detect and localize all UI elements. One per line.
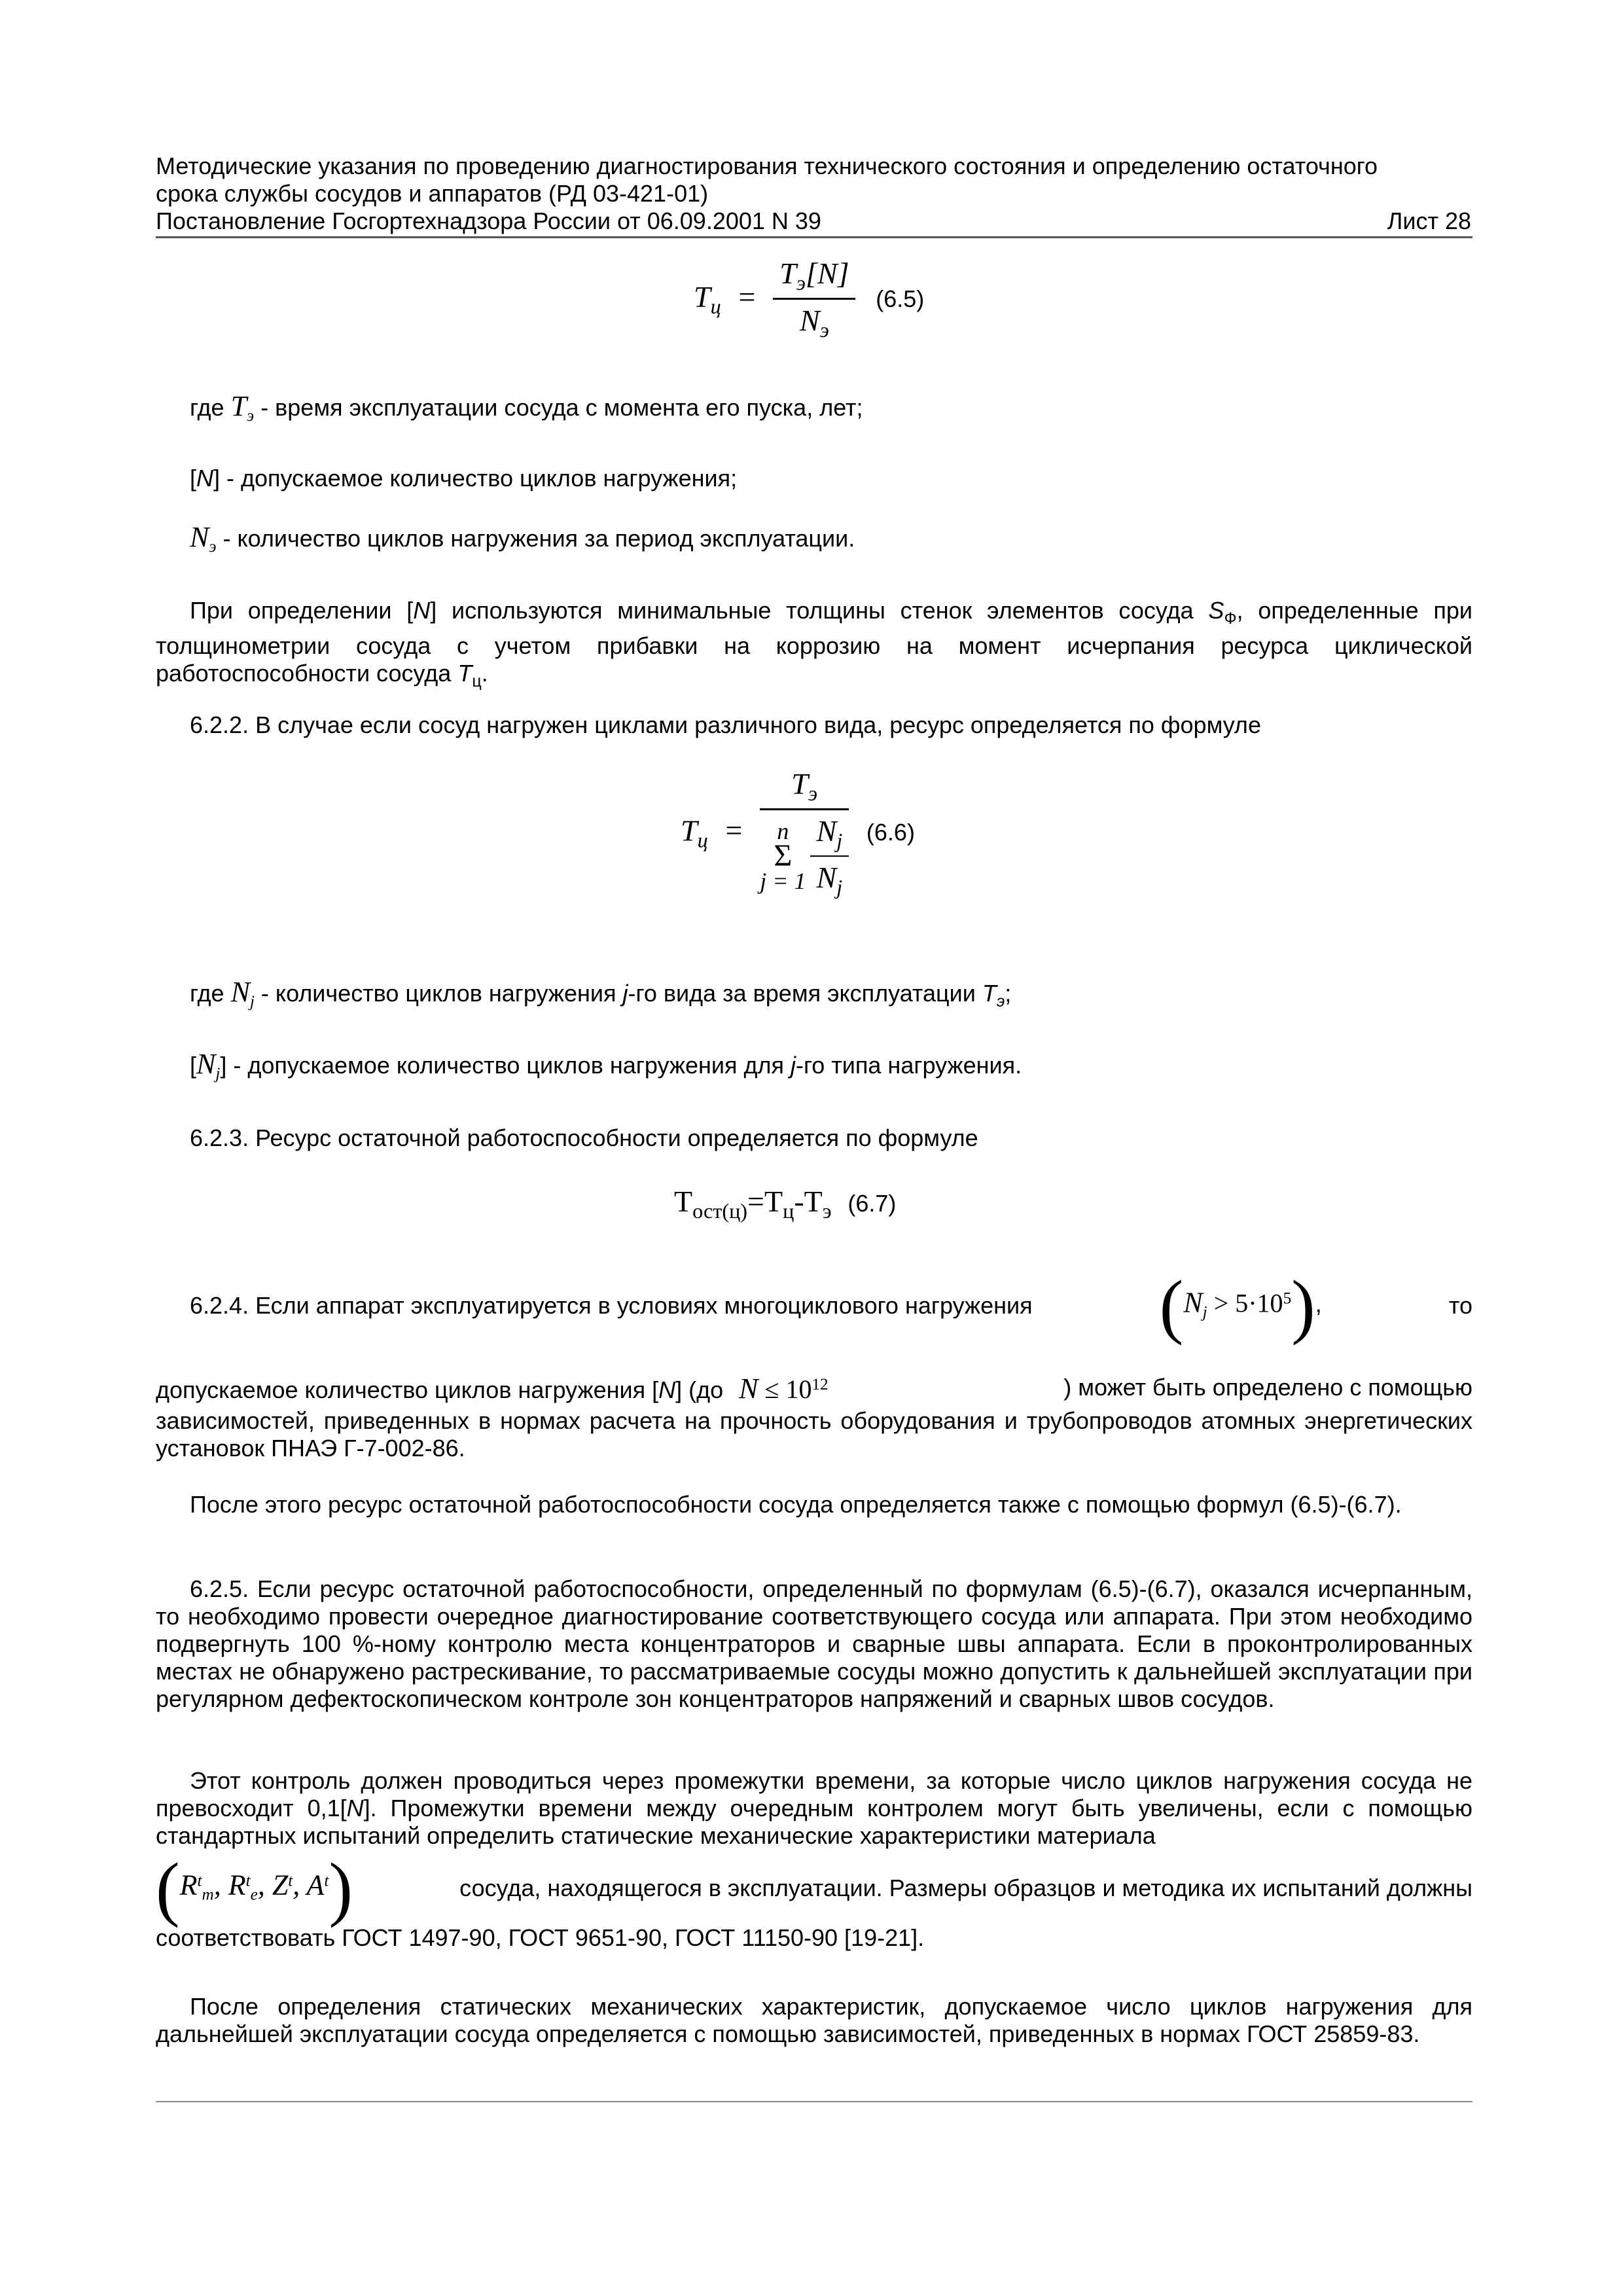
formula-6-7: $T_{ост(ц)}=T_ц-T_э$ (6.7) bbox=[674, 1185, 897, 1223]
paragraph-last: После определения статических механических характеристик, допускаемое число циклов нагружения для дальнейшей эксплуатации сосуда определяется с помощью зависимостей, приведенных в нормах ГОСТ 25859-83. bbox=[156, 1993, 1472, 2047]
definition-n-allowed: [N] - допускаемое количество циклов нагружения; bbox=[190, 465, 738, 492]
header-title-line1: Методические указания по проведению диагностирования технического состояния и определению остаточного bbox=[156, 152, 1378, 179]
formula-6-6: $T_ц$ = $T_э$ n Σ j = 1 $\frac{N_j}{N_j}$ (6.6) bbox=[681, 767, 915, 899]
definition-ne: $N_э$ - количество циклов нагружения за период эксплуатации. bbox=[190, 521, 855, 556]
paragraph-control-line4: ($R^t_m$, $R^t_e$, $Z^t$, $A^t$) сосуда, находящегося в эксплуатации. Размеры образцов и методика их испытаний должны bbox=[156, 1848, 1472, 1928]
paragraph-6-2-4-line3: зависимостей, приведенных в нормах расчета на прочность оборудования и трубопроводов атомных энергетических установок ПНАЭ Г-7-002-86. bbox=[156, 1407, 1472, 1462]
paragraph-6-2-5: 6.2.5. Если ресурс остаточной работоспособности, определенный по формулам (6.5)-(6.7), оказался исчерпанным, то необходимо провести очередное диагностирование соответствующего сосуда или аппарата. При этом необходимо подвергнуть 100 %-ному контролю места концентраторов и сварные швы аппарата. Если в проконтролированных местах не обнаружено растрескивание, то рассматриваемые сосуды можно допустить к дальнейшей эксплуатации при регулярном дефектоскопическом контроле зон концентраторов напряжений и сварных швов сосудов. bbox=[156, 1575, 1472, 1712]
equation-number-6-6: (6.6) bbox=[866, 819, 915, 846]
formula-material-properties: ($R^t_m$, $R^t_e$, $Z^t$, $A^t$) bbox=[156, 1848, 353, 1928]
header-divider bbox=[156, 236, 1472, 238]
equation-number-6-5: (6.5) bbox=[876, 285, 925, 312]
header-title-line2: срока службы сосудов и аппаратов (РД 03-421-01) bbox=[156, 180, 709, 207]
paragraph-min-thickness: При определении [N] используются минимальные толщины стенок элементов сосуда $S_Ф$, определенные при толщинометрии сосуда с учетом прибавки на коррозию на момент исчерпания ресурса циклической работоспособности сосуда $T_ц$. bbox=[156, 597, 1472, 691]
document-header bbox=[156, 152, 1471, 235]
header-decree: Постановление Госгортехнадзора России от 06.09.2001 N 39 bbox=[156, 207, 821, 234]
paragraph-6-2-3: 6.2.3. Ресурс остаточной работоспособности определяется по формуле bbox=[190, 1124, 978, 1151]
paragraph-after-6-2-4: После этого ресурс остаточной работоспособности сосуда определяется также с помощью формул (6.5)-(6.7). bbox=[190, 1491, 1402, 1518]
formula-6-5: $T_ц$ = $\frac{T_э[N]}{N_э}$ (6.5) bbox=[694, 257, 925, 342]
paragraph-control-line5: соответствовать ГОСТ 1497-90, ГОСТ 9651-90, ГОСТ 11150-90 [19-21]. bbox=[156, 1924, 925, 1951]
paragraph-6-2-4-line2: допускаемое количество циклов нагружения [N] (до $N \le 10^{12}$ ) может быть определено с помощью bbox=[156, 1372, 1472, 1405]
equation-number-6-7: (6.7) bbox=[847, 1190, 897, 1217]
paragraph-6-2-2: 6.2.2. В случае если сосуд нагружен циклами различного вида, ресурс определяется по формуле bbox=[190, 711, 1261, 738]
header-sheet-number: Лист 28 bbox=[1387, 207, 1471, 234]
definition-te: где $T_э$ - время эксплуатации сосуда с момента его пуска, лет; bbox=[190, 390, 863, 425]
definition-nj: где $N_j$ - количество циклов нагружения j-го вида за время эксплуатации $T_э$; bbox=[190, 976, 1012, 1011]
formula-multicycle-condition: $(N_j > 5\cdot 10^5)$, bbox=[1159, 1266, 1322, 1346]
paragraph-6-2-4-line1: 6.2.4. Если аппарат эксплуатируется в условиях многоциклового нагружения $(N_j > 5\cdot 10^5)$, то bbox=[190, 1266, 1472, 1346]
definition-nj-allowed: $[N_j]$ - допускаемое количество циклов нагружения для j-го типа нагружения. bbox=[190, 1048, 1022, 1083]
paragraph-control: Этот контроль должен проводиться через промежутки времени, за которые число циклов нагружения сосуда не превосходит 0,1[N]. Промежутки времени между очередным контролем могут быть увеличены, если с помощью стандартных испытаний определить статические механические характеристики материала bbox=[156, 1767, 1473, 1849]
formula-n-limit: $N \le 10^{12}$ bbox=[739, 1372, 829, 1405]
footer-divider bbox=[156, 2101, 1472, 2102]
